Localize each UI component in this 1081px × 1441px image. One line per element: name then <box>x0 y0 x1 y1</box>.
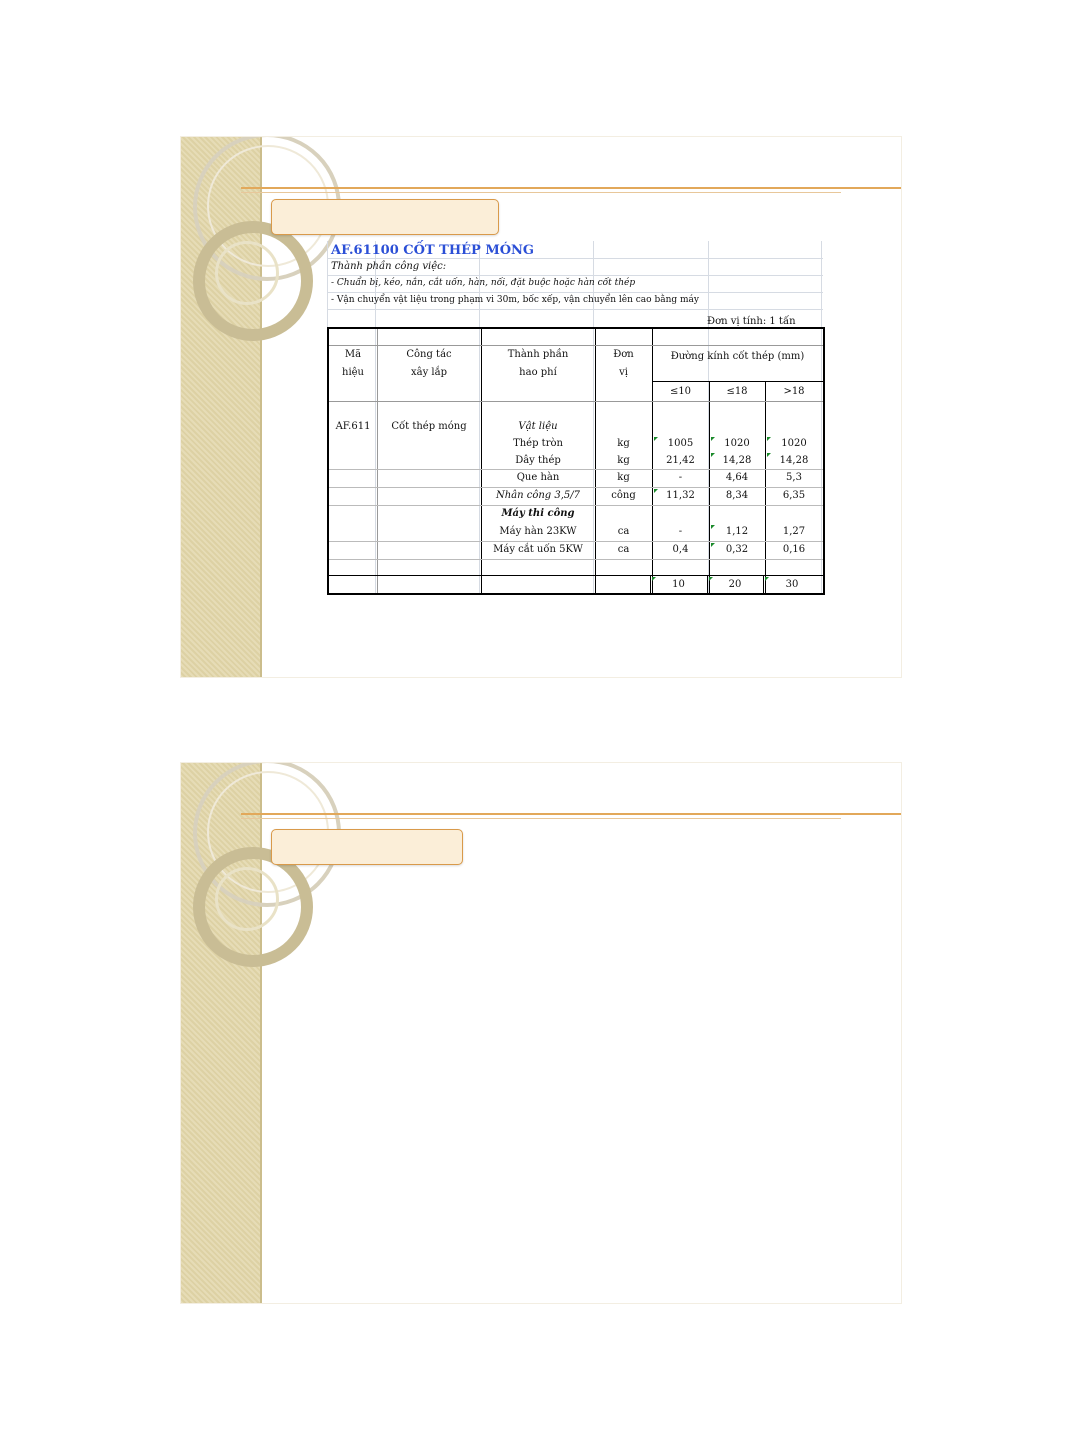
row-value: - <box>678 472 683 483</box>
footer-value: 20 <box>728 579 742 590</box>
row-unit: kg <box>617 438 630 449</box>
row-value: 11,32 <box>666 490 695 501</box>
row-unit: kg <box>617 455 630 466</box>
work-label: Thành phần công việc: <box>331 261 447 272</box>
slide-1 <box>180 136 902 678</box>
footer-value: 30 <box>785 579 799 590</box>
row-name: Máy thi công <box>501 508 575 519</box>
header-work: Công tác <box>406 349 452 360</box>
unit-note: Đơn vị tính: 1 tấn <box>707 316 796 327</box>
row-name: Thép tròn <box>513 438 563 449</box>
row-value: 21,42 <box>666 455 695 466</box>
row-value: 1,27 <box>782 526 806 537</box>
row-value: 1020 <box>781 438 807 449</box>
title-tab <box>271 829 463 865</box>
work-item: - Chuẩn bị, kéo, nắn, cắt uốn, hàn, nối, đặt buộc hoặc hàn cốt thép <box>331 278 636 288</box>
row-value: 14,28 <box>722 455 752 466</box>
row-value: 1,12 <box>725 526 749 537</box>
row-name: Máy hàn 23KW <box>499 526 577 537</box>
title-rule <box>241 192 841 193</box>
row-name: Máy cắt uốn 5KW <box>493 544 583 555</box>
row-value: 4,64 <box>725 472 749 483</box>
work-item: - Vận chuyển vật liệu trong phạm vi 30m, bốc xếp, vận chuyển lên cao bằng máy <box>331 295 699 305</box>
header-d2: ≤18 <box>726 386 748 397</box>
header-component: hao phí <box>519 367 557 378</box>
header-code: Mã <box>344 349 362 360</box>
title-rule <box>241 813 901 815</box>
title-rule <box>241 187 901 189</box>
row-value: 5,3 <box>786 472 802 483</box>
row-value: 0,32 <box>725 544 749 555</box>
row-unit: ca <box>617 526 630 537</box>
header-code: hiệu <box>342 367 364 378</box>
row-value: 6,35 <box>782 490 806 501</box>
header-unit: Đơn <box>613 349 634 360</box>
row-unit: ca <box>617 544 630 555</box>
slide-2 <box>180 762 902 1304</box>
row-value: - <box>678 526 683 537</box>
footer-value: 10 <box>672 579 685 590</box>
norm-table <box>327 327 825 595</box>
cell-work: Cốt thép móng <box>391 421 467 432</box>
header-component: Thành phần <box>507 349 569 360</box>
row-value: 1005 <box>667 438 694 449</box>
row-value: 14,28 <box>779 455 809 466</box>
row-value: 1020 <box>724 438 750 449</box>
row-name: Dây thép <box>515 455 561 466</box>
table-title: AF.61100 CỐT THÉP MÓNG <box>331 243 535 258</box>
decorative-ring <box>215 241 279 305</box>
row-unit: kg <box>617 472 630 483</box>
header-unit: vị <box>619 367 628 378</box>
header-d1: ≤10 <box>669 386 692 397</box>
spreadsheet-table <box>327 241 823 593</box>
header-d3: >18 <box>783 386 805 397</box>
row-name: Nhân công 3,5/7 <box>495 490 581 501</box>
row-name: Que hàn <box>516 472 560 483</box>
title-rule <box>241 818 841 819</box>
header-work: xây lắp <box>411 367 447 378</box>
row-unit: công <box>611 490 636 501</box>
title-tab <box>271 199 499 235</box>
row-value: 8,34 <box>725 490 749 501</box>
row-value: 0,4 <box>672 544 689 555</box>
row-value: 0,16 <box>782 544 806 555</box>
header-diameter: Đường kính cốt thép (mm) <box>670 351 805 362</box>
row-name: Vật liệu <box>518 421 558 432</box>
cell-code: AF.611 <box>335 421 371 432</box>
decorative-ring <box>215 867 279 931</box>
